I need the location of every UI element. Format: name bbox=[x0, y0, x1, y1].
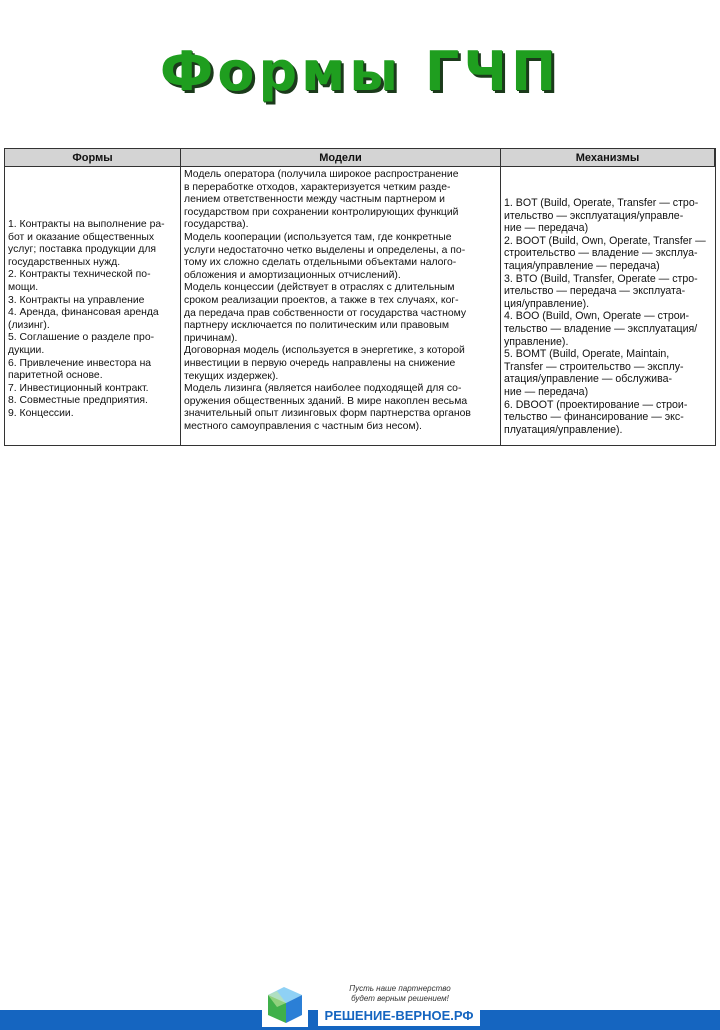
brand-link[interactable]: РЕШЕНИЕ-ВЕРНОЕ.РФ bbox=[318, 1006, 480, 1026]
models-line: услуги недостаточно четко выделены и определены, а по- bbox=[184, 244, 466, 256]
header-mechanisms: Механизмы bbox=[501, 149, 715, 167]
models-line: государством при сохранении контролирующих функций bbox=[184, 206, 459, 218]
mechanisms-line: Transfer — строительство — эксплу- bbox=[504, 360, 684, 373]
forms-line: 4. Аренда, финансовая аренда bbox=[8, 307, 159, 319]
mechanisms-line: 4. BOO (Build, Own, Operate — строи- bbox=[504, 310, 690, 323]
models-line: государства). bbox=[184, 219, 249, 231]
models-line: оружения общественных зданий. В мире накоплен весьма bbox=[184, 395, 468, 407]
mechanisms-line: 2. BOOT (Build, Own, Operate, Transfer — bbox=[504, 234, 706, 247]
cube-logo-icon bbox=[262, 983, 308, 1027]
ppp-forms-table bbox=[4, 148, 716, 446]
models-line: обложения и амортизационных отчислений). bbox=[184, 269, 401, 281]
models-line: да передача прав собственности от государства частному bbox=[184, 307, 467, 319]
mechanisms-line: ция/управление). bbox=[504, 297, 590, 310]
mechanisms-line: тация/управление — передача) bbox=[504, 259, 660, 272]
header-forms: Формы bbox=[5, 149, 181, 167]
models-line: в переработке отходов, характеризуется четким разде- bbox=[184, 181, 451, 193]
forms-line: паритетной основе. bbox=[8, 370, 103, 382]
mechanisms-line: атация/управление — обслужива- bbox=[504, 373, 673, 386]
models-line: причинам). bbox=[184, 332, 238, 344]
forms-line: дукции. bbox=[8, 344, 45, 356]
footer bbox=[0, 490, 720, 1023]
models-line: Договорная модель (используется в энергетике, з которой bbox=[184, 345, 465, 357]
header-models: Модели bbox=[181, 149, 501, 167]
forms-cell bbox=[5, 167, 181, 445]
mechanisms-line: тельство — финансирование — экс- bbox=[504, 411, 684, 424]
forms-line: бот и оказание общественных bbox=[8, 231, 155, 243]
forms-line: государственных нужд. bbox=[8, 256, 121, 268]
slogan-line-2: будет верным решением! bbox=[351, 994, 449, 1003]
forms-line: 9. Концессии. bbox=[8, 407, 74, 419]
models-line: Модель оператора (получила широкое распространение bbox=[184, 169, 459, 180]
models-line: Модель концессии (действует в отраслях с длительным bbox=[184, 282, 455, 294]
mechanisms-line: строительство — владение — эксплуа- bbox=[504, 247, 698, 260]
mechanisms-line: 6. DBOOT (проектирование — строи- bbox=[504, 398, 688, 411]
forms-line: услуг; поставка продукции для bbox=[8, 244, 157, 256]
forms-line: 2. Контракты технической по- bbox=[8, 269, 151, 281]
models-line: текущих издержек). bbox=[184, 370, 279, 382]
mechanisms-line: управление). bbox=[504, 335, 569, 348]
mechanisms-line: ительство — передача — эксплуата- bbox=[504, 285, 686, 298]
models-line: Модель кооперации (используется там, где конкретные bbox=[184, 231, 452, 243]
mechanisms-line: ительство — эксплуатация/управле- bbox=[504, 209, 684, 222]
mechanisms-line: плуатация/управление). bbox=[504, 423, 623, 436]
models-line: значительный опыт лизинговых форм партнерства органов bbox=[184, 408, 471, 420]
mechanisms-cell bbox=[501, 167, 715, 445]
slide-title: Формы ГЧП bbox=[159, 40, 561, 103]
slogan-line-1: Пусть наше партнерство bbox=[349, 984, 451, 993]
forms-line: 5. Соглашение о разделе про- bbox=[8, 332, 155, 344]
forms-line: 6. Привлечение инвестора на bbox=[8, 357, 152, 369]
models-line: Модель лизинга (является наиболее подходящей для со- bbox=[184, 383, 462, 395]
mechanisms-line: ние — передача) bbox=[504, 385, 589, 398]
models-line: тому их сложно сделать отдельными объектами налого- bbox=[184, 257, 457, 269]
mechanisms-line: 3. BTO (Build, Transfer, Operate — стро- bbox=[504, 272, 698, 285]
models-line: местного самоуправления с частным биз несом). bbox=[184, 420, 422, 432]
models-line: инвестиции в первую очередь направлены на снижение bbox=[184, 357, 456, 369]
forms-line: 8. Совместные предприятия. bbox=[8, 395, 148, 407]
forms-line: 7. Инвестиционный контракт. bbox=[8, 382, 149, 394]
forms-line: 3. Контракты на управление bbox=[8, 294, 145, 306]
models-line: лением ответственности между частным партнером и bbox=[184, 194, 445, 206]
forms-line: мощи. bbox=[8, 281, 39, 293]
mechanisms-line: 1. BOT (Build, Operate, Transfer — стро- bbox=[504, 197, 699, 209]
forms-line: (лизинг). bbox=[8, 319, 50, 331]
models-line: партнеру исключается по политическим или правовым bbox=[184, 320, 449, 332]
forms-line: 1. Контракты на выполнение ра- bbox=[8, 219, 165, 230]
slogan bbox=[330, 984, 470, 1004]
mechanisms-line: ние — передача) bbox=[504, 222, 589, 235]
mechanisms-line: 5. BOMT (Build, Operate, Maintain, bbox=[504, 348, 670, 361]
models-line: сроком реализации проектов, а также в тех случаях, ког- bbox=[184, 294, 459, 306]
mechanisms-line: тельство — владение — эксплуатация/ bbox=[504, 322, 698, 335]
models-cell bbox=[181, 167, 501, 445]
